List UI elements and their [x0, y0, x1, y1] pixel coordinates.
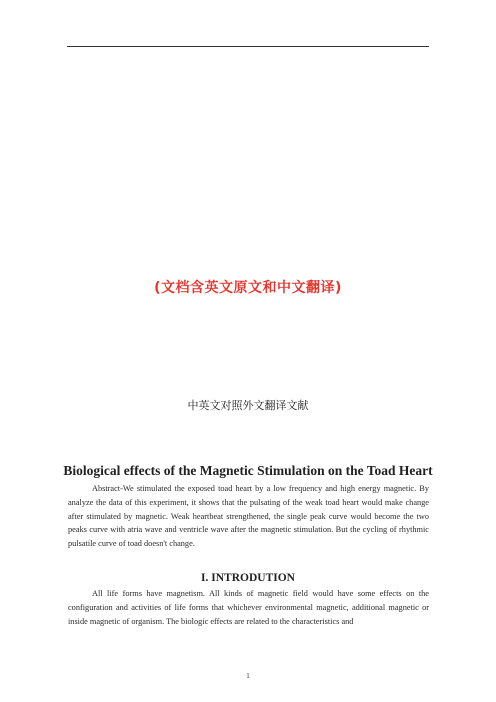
header-rule [67, 46, 429, 47]
intro-paragraph: All life forms have magnetism. All kinds of magnetic field would have some effects on the configuration and activities of life forms that whichever environmental magnetic, additional magnetic or inside magnetic of organism. The biologic effects are related to the characteristics and [68, 589, 429, 626]
section-heading: I. INTRODUTION [201, 572, 295, 584]
page-number: 1 [246, 672, 250, 680]
document-notice: (文档含英文原文和中文翻译) [154, 280, 342, 296]
paper-title: Biological effects of the Magnetic Stimulation on the Toad Heart [63, 463, 433, 478]
document-subtitle: 中英文对照外文翻译文献 [187, 399, 309, 412]
abstract-paragraph: Abstract-We stimulated the exposed toad heart by a low frequency and high energy magnetic. By analyze the data of this experiment, it shows that the pulsating of the weak toad heart would make change after stimulated by magnetic. Weak heartbeat strengthened, the single peak curve would become the two peaks curve with atria wave and ventricle wave after the magnetic stimulation. But the cycling of rhythmic pulsatile curve of toad doesn't change. [68, 484, 429, 549]
